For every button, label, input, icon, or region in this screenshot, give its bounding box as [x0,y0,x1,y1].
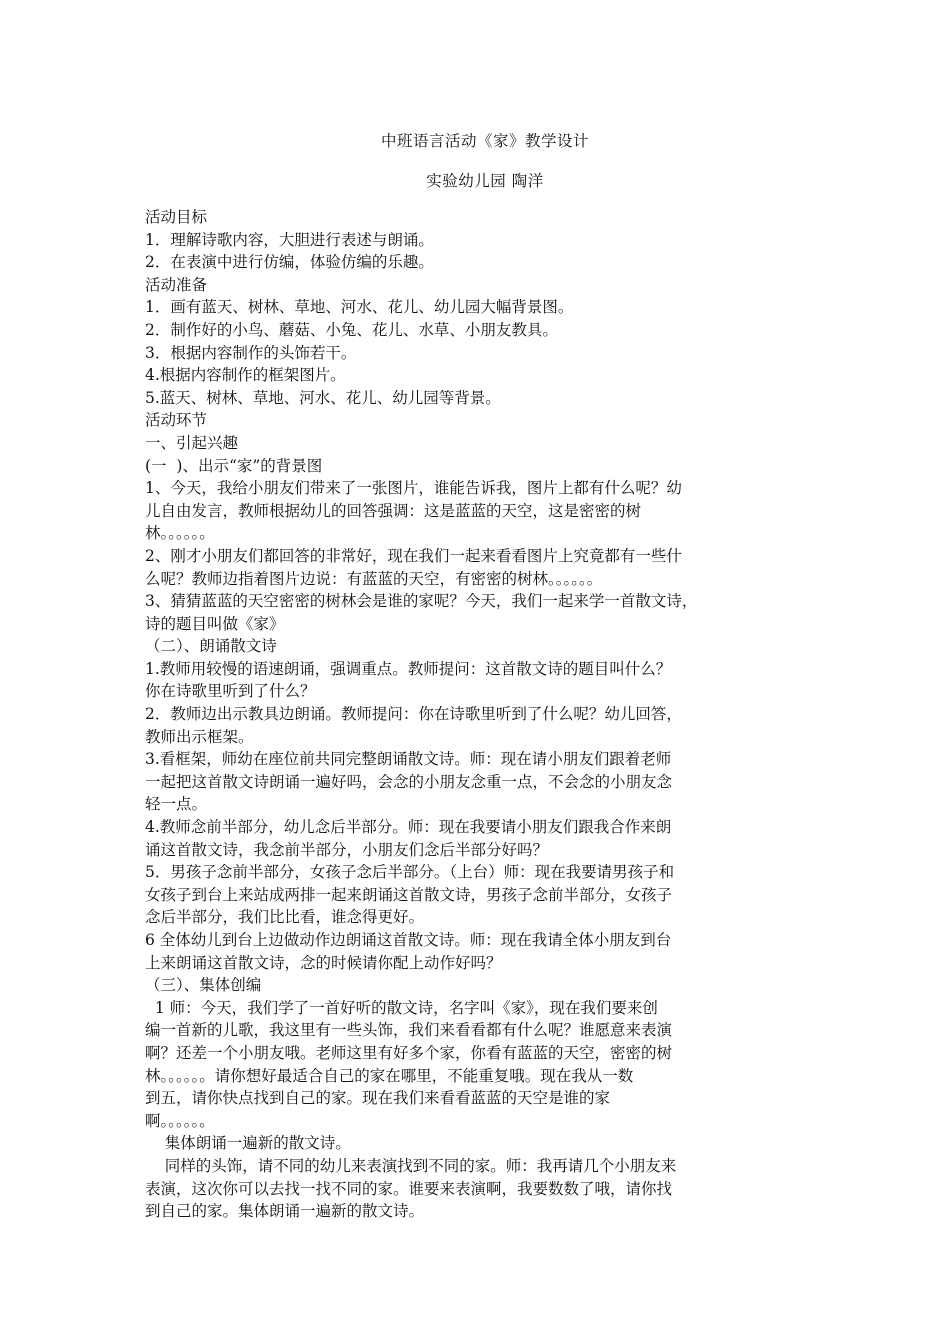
text-line: 轻一点。 [145,795,208,814]
text-line: 1．理解诗歌内容，大胆进行表述与朗诵。 [145,230,434,249]
document-lines [145,206,825,1223]
text-line: 你在诗歌里听到了什么？ [145,682,316,701]
text-line: 3．根据内容制作的头饰若干。 [145,343,357,362]
text-line: 到五，请你快点找到自己的家。现在我们来看看蓝蓝的天空是谁的家 [145,1089,611,1108]
text-line: 2．教师边出示教具边朗诵。教师提问：你在诗歌里听到了什么呢？幼儿回答， [145,705,682,724]
text-line: 4.教师念前半部分，幼儿念后半部分。师：现在我要请小朋友们跟我合作来朗 [145,818,672,837]
text-line: 啊？还差一个小朋友哦。老师这里有好多个家，你看有蓝蓝的天空，密密的树 [145,1043,673,1062]
text-line: 林。。。。。。请你想好最适合自己的家在哪里，不能重复哦。现在我从一数 [145,1066,634,1085]
text-line: 活动目标 [145,208,208,226]
text-line: 同样的头饰，请不同的幼儿来表演找到不同的家。师：我再请几个小朋友来 [145,1156,677,1175]
text-line: 2、刚才小朋友们都回答的非常好，现在我们一起来看看图片上究竟都有一些什 [145,546,682,565]
text-line: 教师出示框架。 [145,727,254,746]
document-author: 实验幼儿园 陶洋 [426,172,544,190]
text-line: 念后半部分，我们比比看，谁念得更好。 [145,908,425,927]
text-line: （二）、朗诵散文诗 [145,637,277,656]
text-line: 集体朗诵一遍新的散文诗。 [145,1134,351,1153]
text-line: 1 师：今天，我们学了一首好听的散文诗，名字叫《家》，现在我们要来创 [145,998,658,1017]
text-line: 啊。。。。。。 [145,1111,215,1130]
text-line: 林。。。。。。 [145,524,215,543]
text-line: 一起把这首散文诗朗诵一遍好吗，会念的小朋友念重一点，不会念的小朋友念 [145,772,673,791]
text-line: 表演，这次你可以去找一找不同的家。谁要来表演啊，我要数数了哦，请你找 [145,1179,673,1198]
text-line: 3、猜猜蓝蓝的天空密密的树林会是谁的家呢？今天，我们一起来学一首散文诗， [145,592,698,611]
text-line: 1、今天，我给小朋友们带来了一张图片，谁能告诉我，图片上都有什么呢？幼 [145,479,682,498]
text-line: 5.蓝天、树林、草地、河水、花儿、幼儿园等背景。 [145,388,501,407]
text-line: 2．制作好的小鸟、蘑菇、小兔、花儿、水草、小朋友教具。 [145,320,558,339]
text-line: 活动环节 [145,411,208,430]
text-line: 诗的题目叫做《家》 [145,614,285,633]
text-line: 上来朗诵这首散文诗，念的时候请你配上动作好吗？ [145,953,502,972]
text-line: 编一首新的儿歌，我这里有一些头饰，我们来看看都有什么呢？谁愿意来表演 [145,1021,673,1040]
text-line: 2．在表演中进行仿编，体验仿编的乐趣。 [145,253,434,272]
text-line: 1.教师用较慢的语速朗诵，强调重点。教师提问：这首散文诗的题目叫什么？ [145,659,672,678]
text-line: 诵这首散文诗，我念前半部分，小朋友们念后半部分好吗？ [145,840,549,859]
text-line: 女孩子到台上来站成两排一起来朗诵这首散文诗，男孩子念前半部分，女孩子 [145,885,673,904]
text-line: 1．画有蓝天、树林、草地、河水、花儿、幼儿园大幅背景图。 [145,298,574,317]
document-body [145,130,825,1223]
text-line: 4.根据内容制作的框架图片。 [145,366,346,385]
text-line: 一、引起兴趣 [145,433,239,452]
text-line: 儿自由发言，教师根据幼儿的回答强调：这是蓝蓝的天空，这是密密的树 [145,501,642,520]
text-line: 3.看框架，师幼在座位前共同完整朗诵散文诗。师：现在请小朋友们跟着老师 [145,750,672,769]
text-line: (一 )、出示“家”的背景图 [145,456,323,475]
text-line: 5．男孩子念前半部分，女孩子念后半部分。（上台）师：现在我要请男孩子和 [145,863,675,882]
text-line: （三）、集体创编 [145,976,262,995]
text-line: 么呢？教师边指着图片边说：有蓝蓝的天空，有密密的树林。。。。。。 [145,569,603,588]
text-line: 活动准备 [145,275,208,294]
text-line: 6 全体幼儿到台上边做动作边朗诵这首散文诗。师：现在我请全体小朋友到台 [145,931,672,949]
document-title: 中班语言活动《家》教学设计 [380,132,589,150]
text-line: 到自己的家。集体朗诵一遍新的散文诗。 [145,1202,425,1221]
